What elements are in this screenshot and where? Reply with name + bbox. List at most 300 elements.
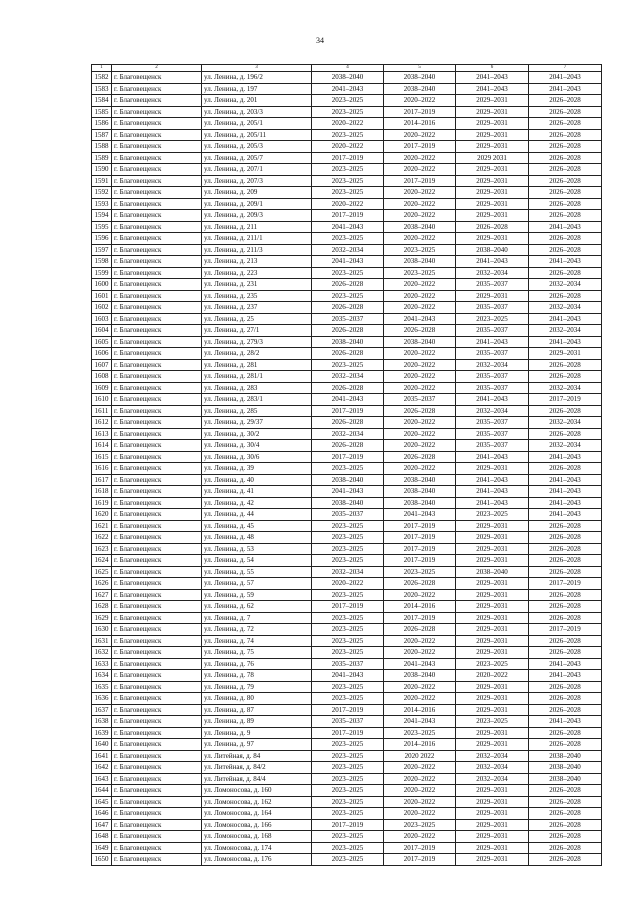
period-cell: 2041–2043 xyxy=(456,394,529,406)
period-cell: 2017–2019 xyxy=(312,405,384,417)
period-cell: 2032–2034 xyxy=(312,566,384,578)
row-number: 1636 xyxy=(92,693,112,705)
period-cell: 2029–2031 xyxy=(456,118,529,130)
row-number: 1595 xyxy=(92,221,112,233)
table-row xyxy=(92,141,602,153)
address-cell: ул. Ленина, д. 75 xyxy=(202,647,312,659)
period-cell: 2032–2034 xyxy=(312,428,384,440)
period-cell: 2026–2028 xyxy=(529,601,602,613)
period-cell: 2023–2025 xyxy=(312,532,384,544)
table-row xyxy=(92,302,602,314)
row-number: 1591 xyxy=(92,175,112,187)
table-row xyxy=(92,175,602,187)
period-cell: 2029–2031 xyxy=(456,578,529,590)
address-cell: ул. Ленина, д. 231 xyxy=(202,279,312,291)
period-cell: 2032–2034 xyxy=(312,371,384,383)
city-cell: г. Благовещенск xyxy=(112,831,202,843)
period-cell: 2029–2031 xyxy=(456,95,529,107)
row-number: 1640 xyxy=(92,739,112,751)
column-header: 1 xyxy=(92,65,112,72)
table-row xyxy=(92,95,602,107)
period-cell: 2041–2043 xyxy=(456,486,529,498)
address-cell: ул. Ленина, д. 207/3 xyxy=(202,175,312,187)
period-cell: 2020–2022 xyxy=(384,785,456,797)
city-cell: г. Благовещенск xyxy=(112,520,202,532)
period-cell: 2020–2022 xyxy=(312,578,384,590)
period-cell: 2023–2025 xyxy=(312,187,384,199)
row-number: 1626 xyxy=(92,578,112,590)
table-row xyxy=(92,693,602,705)
table-row xyxy=(92,739,602,751)
city-cell: г. Благовещенск xyxy=(112,210,202,222)
column-header: 2 xyxy=(112,65,202,72)
address-cell: ул. Ленина, д. 44 xyxy=(202,509,312,521)
address-cell: ул. Ленина, д. 74 xyxy=(202,635,312,647)
period-cell: 2023–2025 xyxy=(312,808,384,820)
period-cell: 2029–2031 xyxy=(456,233,529,245)
address-cell: ул. Ленина, д. 237 xyxy=(202,302,312,314)
row-number: 1635 xyxy=(92,681,112,693)
period-cell: 2026–2028 xyxy=(529,290,602,302)
period-cell: 2026–2028 xyxy=(529,693,602,705)
address-cell: ул. Ленина, д. 79 xyxy=(202,681,312,693)
row-number: 1646 xyxy=(92,808,112,820)
address-cell: ул. Литейная, д. 84/4 xyxy=(202,773,312,785)
address-cell: ул. Ломоносова, д. 176 xyxy=(202,854,312,866)
period-cell: 2029–2031 xyxy=(456,796,529,808)
city-cell: г. Благовещенск xyxy=(112,658,202,670)
period-cell: 2032–2034 xyxy=(529,325,602,337)
address-cell: ул. Ленина, д. 29/37 xyxy=(202,417,312,429)
table-row xyxy=(92,578,602,590)
period-cell: 2026–2028 xyxy=(529,371,602,383)
address-cell: ул. Ленина, д. 197 xyxy=(202,83,312,95)
period-cell: 2032–2034 xyxy=(456,267,529,279)
city-cell: г. Благовещенск xyxy=(112,325,202,337)
table-row xyxy=(92,658,602,670)
table-row xyxy=(92,509,602,521)
period-cell: 2041–2043 xyxy=(456,451,529,463)
column-header: 4 xyxy=(312,65,384,72)
address-cell: ул. Ленина, д. 25 xyxy=(202,313,312,325)
period-cell: 2041–2043 xyxy=(456,83,529,95)
period-cell: 2026–2028 xyxy=(312,382,384,394)
table-row xyxy=(92,198,602,210)
row-number: 1650 xyxy=(92,854,112,866)
row-number: 1596 xyxy=(92,233,112,245)
period-cell: 2035–2037 xyxy=(456,428,529,440)
table-row xyxy=(92,474,602,486)
period-cell: 2026–2028 xyxy=(529,555,602,567)
city-cell: г. Благовещенск xyxy=(112,428,202,440)
period-cell: 2029 2031 xyxy=(456,152,529,164)
period-cell: 2032–2034 xyxy=(529,302,602,314)
table-row xyxy=(92,382,602,394)
address-cell: ул. Ленина, д. 207/1 xyxy=(202,164,312,176)
row-number: 1643 xyxy=(92,773,112,785)
period-cell: 2020–2022 xyxy=(384,647,456,659)
address-cell: ул. Ломоносова, д. 166 xyxy=(202,819,312,831)
period-cell: 2026–2028 xyxy=(529,359,602,371)
period-cell: 2020–2022 xyxy=(384,796,456,808)
table-row xyxy=(92,831,602,843)
address-cell: ул. Ленина, д. 205/7 xyxy=(202,152,312,164)
address-cell: ул. Ленина, д. 205/11 xyxy=(202,129,312,141)
address-cell: ул. Ленина, д. 28/2 xyxy=(202,348,312,360)
address-cell: ул. Ленина, д. 76 xyxy=(202,658,312,670)
city-cell: г. Благовещенск xyxy=(112,693,202,705)
period-cell: 2038–2040 xyxy=(384,486,456,498)
period-cell: 2038–2040 xyxy=(312,336,384,348)
row-number: 1583 xyxy=(92,83,112,95)
period-cell: 2032–2034 xyxy=(529,279,602,291)
period-cell: 2020–2022 xyxy=(312,141,384,153)
table-row xyxy=(92,440,602,452)
period-cell: 2023–2025 xyxy=(384,819,456,831)
city-cell: г. Благовещенск xyxy=(112,785,202,797)
row-number: 1611 xyxy=(92,405,112,417)
period-cell: 2029–2031 xyxy=(456,589,529,601)
period-cell: 2026–2028 xyxy=(384,405,456,417)
city-cell: г. Благовещенск xyxy=(112,635,202,647)
period-cell: 2041–2043 xyxy=(529,256,602,268)
period-cell: 2020–2022 xyxy=(384,589,456,601)
address-cell: ул. Ленина, д. 211 xyxy=(202,221,312,233)
row-number: 1633 xyxy=(92,658,112,670)
table-row xyxy=(92,520,602,532)
period-cell: 2029–2031 xyxy=(456,808,529,820)
period-cell: 2029–2031 xyxy=(456,842,529,854)
row-number: 1604 xyxy=(92,325,112,337)
address-cell: ул. Ленина, д. 209 xyxy=(202,187,312,199)
table-row xyxy=(92,164,602,176)
column-header: 7 xyxy=(529,65,602,72)
period-cell: 2029–2031 xyxy=(456,647,529,659)
table-row xyxy=(92,796,602,808)
table-row xyxy=(92,325,602,337)
row-number: 1590 xyxy=(92,164,112,176)
period-cell: 2029–2031 xyxy=(456,210,529,222)
address-cell: ул. Ленина, д. 40 xyxy=(202,474,312,486)
address-cell: ул. Ленина, д. 30/2 xyxy=(202,428,312,440)
column-header: 3 xyxy=(202,65,312,72)
city-cell: г. Благовещенск xyxy=(112,566,202,578)
period-cell: 2020–2022 xyxy=(384,635,456,647)
period-cell: 2026–2028 xyxy=(529,635,602,647)
city-cell: г. Благовещенск xyxy=(112,302,202,314)
address-cell: ул. Ленина, д. 87 xyxy=(202,704,312,716)
period-cell: 2023–2025 xyxy=(312,543,384,555)
table-row xyxy=(92,118,602,130)
period-cell: 2026–2028 xyxy=(529,463,602,475)
period-cell: 2023–2025 xyxy=(312,290,384,302)
table-row xyxy=(92,336,602,348)
period-cell: 2041–2043 xyxy=(456,256,529,268)
period-cell: 2023–2025 xyxy=(312,739,384,751)
period-cell: 2035–2037 xyxy=(456,279,529,291)
period-cell: 2023–2025 xyxy=(312,95,384,107)
period-cell: 2014–2016 xyxy=(384,739,456,751)
period-cell: 2041–2043 xyxy=(384,313,456,325)
period-cell: 2023–2025 xyxy=(312,854,384,866)
table-row xyxy=(92,808,602,820)
period-cell: 2026–2028 xyxy=(529,187,602,199)
table-row xyxy=(92,83,602,95)
table-row xyxy=(92,727,602,739)
period-cell: 2017–2019 xyxy=(312,152,384,164)
row-number: 1600 xyxy=(92,279,112,291)
period-cell: 2035–2037 xyxy=(312,658,384,670)
period-cell: 2038–2040 xyxy=(529,773,602,785)
housing-repair-table xyxy=(91,64,602,866)
city-cell: г. Благовещенск xyxy=(112,474,202,486)
row-number: 1598 xyxy=(92,256,112,268)
period-cell: 2026–2028 xyxy=(529,819,602,831)
period-cell: 2026–2028 xyxy=(529,796,602,808)
period-cell: 2026–2028 xyxy=(529,532,602,544)
period-cell: 2035–2037 xyxy=(456,440,529,452)
period-cell: 2020–2022 xyxy=(384,428,456,440)
period-cell: 2026–2028 xyxy=(529,233,602,245)
table-row xyxy=(92,624,602,636)
row-number: 1620 xyxy=(92,509,112,521)
period-cell: 2023–2025 xyxy=(384,566,456,578)
row-number: 1612 xyxy=(92,417,112,429)
period-cell: 2026–2028 xyxy=(529,739,602,751)
address-cell: ул. Ленина, д. 59 xyxy=(202,589,312,601)
row-number: 1588 xyxy=(92,141,112,153)
table-row xyxy=(92,371,602,383)
row-number: 1623 xyxy=(92,543,112,555)
period-cell: 2038–2040 xyxy=(456,566,529,578)
period-cell: 2017–2019 xyxy=(529,624,602,636)
period-cell: 2029–2031 xyxy=(456,164,529,176)
row-number: 1616 xyxy=(92,463,112,475)
row-number: 1631 xyxy=(92,635,112,647)
table-row xyxy=(92,555,602,567)
period-cell: 2038–2040 xyxy=(312,474,384,486)
period-cell: 2020–2022 xyxy=(384,831,456,843)
period-cell: 2029–2031 xyxy=(456,129,529,141)
period-cell: 2038–2040 xyxy=(384,670,456,682)
period-cell: 2032–2034 xyxy=(456,405,529,417)
period-cell: 2038–2040 xyxy=(384,83,456,95)
column-number-row xyxy=(92,65,602,72)
period-cell: 2026–2028 xyxy=(312,348,384,360)
address-cell: ул. Литейная, д. 84 xyxy=(202,750,312,762)
table-row xyxy=(92,405,602,417)
city-cell: г. Благовещенск xyxy=(112,267,202,279)
table-row xyxy=(92,635,602,647)
period-cell: 2041–2043 xyxy=(529,474,602,486)
period-cell: 2035–2037 xyxy=(456,302,529,314)
row-number: 1610 xyxy=(92,394,112,406)
row-number: 1639 xyxy=(92,727,112,739)
period-cell: 2023–2025 xyxy=(384,244,456,256)
city-cell: г. Благовещенск xyxy=(112,486,202,498)
period-cell: 2023–2025 xyxy=(312,842,384,854)
period-cell: 2038–2040 xyxy=(456,244,529,256)
address-cell: ул. Ленина, д. 45 xyxy=(202,520,312,532)
table-row xyxy=(92,463,602,475)
table-row xyxy=(92,716,602,728)
city-cell: г. Благовещенск xyxy=(112,348,202,360)
period-cell: 2017–2019 xyxy=(384,520,456,532)
period-cell: 2032–2034 xyxy=(529,382,602,394)
period-cell: 2038–2040 xyxy=(312,497,384,509)
row-number: 1630 xyxy=(92,624,112,636)
address-cell: ул. Ленина, д. 30/6 xyxy=(202,451,312,463)
city-cell: г. Благовещенск xyxy=(112,670,202,682)
period-cell: 2023–2025 xyxy=(456,509,529,521)
period-cell: 2023–2025 xyxy=(456,313,529,325)
city-cell: г. Благовещенск xyxy=(112,290,202,302)
city-cell: г. Благовещенск xyxy=(112,336,202,348)
period-cell: 2038–2040 xyxy=(384,72,456,84)
period-cell: 2041–2043 xyxy=(384,716,456,728)
period-cell: 2026–2028 xyxy=(384,624,456,636)
period-cell: 2041–2043 xyxy=(529,486,602,498)
period-cell: 2023–2025 xyxy=(312,106,384,118)
address-cell: ул. Ленина, д. 80 xyxy=(202,693,312,705)
address-cell: ул. Ленина, д. 39 xyxy=(202,463,312,475)
period-cell: 2035–2037 xyxy=(456,371,529,383)
period-cell: 2026–2028 xyxy=(529,405,602,417)
period-cell: 2029–2031 xyxy=(456,543,529,555)
address-cell: ул. Ленина, д. 27/1 xyxy=(202,325,312,337)
table-row xyxy=(92,313,602,325)
column-header: 5 xyxy=(384,65,456,72)
period-cell: 2041–2043 xyxy=(529,716,602,728)
table-row xyxy=(92,762,602,774)
table-row xyxy=(92,267,602,279)
row-number: 1606 xyxy=(92,348,112,360)
period-cell: 2035–2037 xyxy=(456,348,529,360)
row-number: 1645 xyxy=(92,796,112,808)
address-cell: ул. Ломоносова, д. 160 xyxy=(202,785,312,797)
address-cell: ул. Ленина, д. 211/1 xyxy=(202,233,312,245)
table-row xyxy=(92,773,602,785)
period-cell: 2026–2028 xyxy=(529,141,602,153)
period-cell: 2017–2019 xyxy=(384,854,456,866)
address-cell: ул. Литейная, д. 84/2 xyxy=(202,762,312,774)
address-cell: ул. Ленина, д. 54 xyxy=(202,555,312,567)
city-cell: г. Благовещенск xyxy=(112,796,202,808)
table-row xyxy=(92,152,602,164)
address-cell: ул. Ломоносова, д. 174 xyxy=(202,842,312,854)
period-cell: 2026–2028 xyxy=(529,543,602,555)
city-cell: г. Благовещенск xyxy=(112,509,202,521)
table-row xyxy=(92,842,602,854)
period-cell: 2020–2022 xyxy=(384,348,456,360)
table-row xyxy=(92,612,602,624)
row-number: 1586 xyxy=(92,118,112,130)
row-number: 1587 xyxy=(92,129,112,141)
period-cell: 2023–2025 xyxy=(384,727,456,739)
period-cell: 2041–2043 xyxy=(529,509,602,521)
period-cell: 2026–2028 xyxy=(529,118,602,130)
table-row xyxy=(92,428,602,440)
period-cell: 2014–2016 xyxy=(384,118,456,130)
period-cell: 2026–2028 xyxy=(529,164,602,176)
period-cell: 2023–2025 xyxy=(312,624,384,636)
period-cell: 2020–2022 xyxy=(384,463,456,475)
period-cell: 2029–2031 xyxy=(456,141,529,153)
period-cell: 2023–2025 xyxy=(312,175,384,187)
table-row xyxy=(92,348,602,360)
address-cell: ул. Ленина, д. 42 xyxy=(202,497,312,509)
period-cell: 2020–2022 xyxy=(384,417,456,429)
address-cell: ул. Ленина, д. 285 xyxy=(202,405,312,417)
period-cell: 2023–2025 xyxy=(312,635,384,647)
period-cell: 2017–2019 xyxy=(384,842,456,854)
address-cell: ул. Ленина, д. 41 xyxy=(202,486,312,498)
row-number: 1613 xyxy=(92,428,112,440)
period-cell: 2020–2022 xyxy=(384,371,456,383)
period-cell: 2017–2019 xyxy=(529,394,602,406)
period-cell: 2026–2028 xyxy=(529,95,602,107)
period-cell: 2041–2043 xyxy=(529,83,602,95)
period-cell: 2017–2019 xyxy=(312,210,384,222)
address-cell: ул. Ленина, д. 72 xyxy=(202,624,312,636)
period-cell: 2026–2028 xyxy=(384,578,456,590)
period-cell: 2026–2028 xyxy=(529,106,602,118)
period-cell: 2020–2022 xyxy=(384,440,456,452)
period-cell: 2038–2040 xyxy=(312,72,384,84)
city-cell: г. Благовещенск xyxy=(112,83,202,95)
table-row xyxy=(92,210,602,222)
period-cell: 2023–2025 xyxy=(312,463,384,475)
period-cell: 2029–2031 xyxy=(456,727,529,739)
row-number: 1634 xyxy=(92,670,112,682)
city-cell: г. Благовещенск xyxy=(112,72,202,84)
period-cell: 2035–2037 xyxy=(384,394,456,406)
period-cell: 2032–2034 xyxy=(456,359,529,371)
period-cell: 2029–2031 xyxy=(456,520,529,532)
period-cell: 2026–2028 xyxy=(529,727,602,739)
city-cell: г. Благовещенск xyxy=(112,244,202,256)
period-cell: 2023–2025 xyxy=(384,267,456,279)
period-cell: 2041–2043 xyxy=(529,451,602,463)
period-cell: 2020–2022 xyxy=(384,808,456,820)
address-cell: ул. Ленина, д. 283/1 xyxy=(202,394,312,406)
row-number: 1621 xyxy=(92,520,112,532)
period-cell: 2038–2040 xyxy=(384,497,456,509)
city-cell: г. Благовещенск xyxy=(112,773,202,785)
period-cell: 2035–2037 xyxy=(312,509,384,521)
address-cell: ул. Ленина, д. 196/2 xyxy=(202,72,312,84)
period-cell: 2020–2022 xyxy=(384,382,456,394)
period-cell: 2017–2019 xyxy=(384,555,456,567)
address-cell: ул. Ленина, д. 55 xyxy=(202,566,312,578)
period-cell: 2020–2022 xyxy=(384,762,456,774)
city-cell: г. Благовещенск xyxy=(112,819,202,831)
period-cell: 2023–2025 xyxy=(312,233,384,245)
period-cell: 2026–2028 xyxy=(529,566,602,578)
period-cell: 2023–2025 xyxy=(312,647,384,659)
period-cell: 2023–2025 xyxy=(312,589,384,601)
table-row xyxy=(92,279,602,291)
table-row xyxy=(92,854,602,866)
period-cell: 2026–2028 xyxy=(529,210,602,222)
column-header: 6 xyxy=(456,65,529,72)
period-cell: 2023–2025 xyxy=(312,612,384,624)
row-number: 1601 xyxy=(92,290,112,302)
city-cell: г. Благовещенск xyxy=(112,842,202,854)
row-number: 1602 xyxy=(92,302,112,314)
period-cell: 2026–2028 xyxy=(529,785,602,797)
address-cell: ул. Ленина, д. 78 xyxy=(202,670,312,682)
